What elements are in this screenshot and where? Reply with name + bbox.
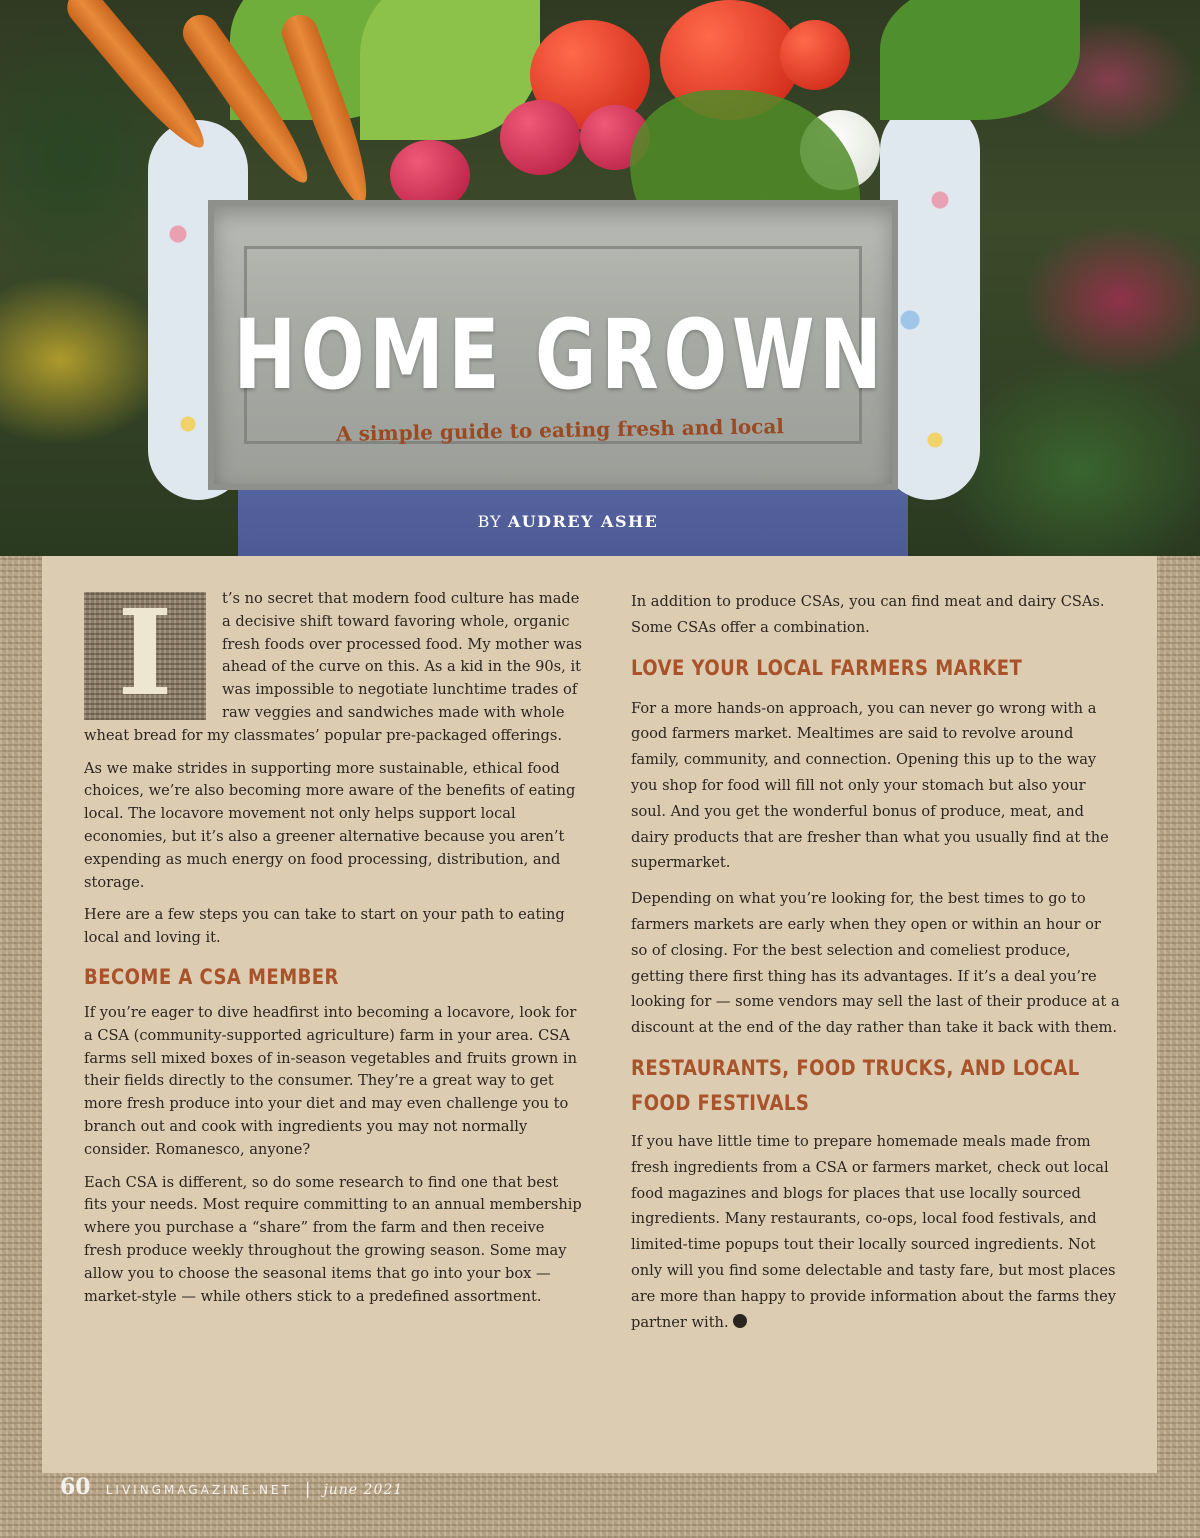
greens-leaf xyxy=(880,0,1080,120)
hero-photo xyxy=(0,0,1200,556)
paragraph: Depending on what you’re looking for, the best times to go to farmers markets are early when they open or within an hour or so of closing. For the best selection and comeliest produce, getting there first thing has its advantages. If it’s a deal you’re looking for — some vendors may sell the last of their produce at a discount at the end of the day rather than take it back with them. xyxy=(631,890,1120,1037)
drop-cap-letter: I xyxy=(117,583,173,722)
left-column xyxy=(84,583,584,1318)
paragraph: If you’re eager to dive headfirst into becoming a locavore, look for a CSA (community-supported agriculture) farm in your area. CSA farms sell mixed boxes of in-season vegetables and fruits grown in their fields directly to the consumer. They’re a great way to get more fresh produce into your diet and may even challenge you to branch out and cook with ingredients you may not normally consider. Romanesco, anyone? xyxy=(84,1003,578,1158)
page-footer xyxy=(60,1474,403,1504)
heading-line: FOOD FESTIVALS xyxy=(631,1090,810,1115)
section-heading-restaurants xyxy=(631,1051,1080,1121)
section-heading-csa: BECOME A CSA MEMBER xyxy=(84,964,339,989)
footer-separator: | xyxy=(304,1479,311,1498)
paragraph: For a more hands-on approach, you can never go wrong with a good farmers market. Mealtimes are said to revolve around family, community, and connection. Opening this up to the way you shop for food will fill not only your stomach but also your soul. And you get the wonderful bonus of produce, meat, and dairy products that are fresher than what you usually find at the supermarket. xyxy=(631,699,1109,872)
paragraph: Here are a few steps you can take to start on your path to eating local and loving it. xyxy=(84,906,565,947)
final-paragraph xyxy=(631,1129,1121,1335)
paragraph: As we make strides in supporting more sustainable, ethical food choices, we’re also becoming more aware of the benefits of eating local. The locavore movement not only helps support local economies, but it’s also a greener alternative because you aren’t expending as much energy on food processing, distribution, and storage. xyxy=(84,759,576,891)
right-column xyxy=(631,589,1121,1345)
tomato xyxy=(780,20,850,90)
paragraph: Each CSA is different, so do some research to find one that best fits your needs. Most require committing to an annual membership where you purchase a “share” from the farm and then receive fresh produce weekly throughout the growing season. Some may allow you to choose the seasonal items that go into your box — market-style — while others stick to a predefined assortment. xyxy=(84,1173,582,1305)
end-mark-icon xyxy=(733,1314,747,1328)
intro-paragraph xyxy=(84,583,584,748)
issue-date: june 2021 xyxy=(323,1482,404,1498)
paragraph-text: If you have little time to prepare homemade meals made from fresh ingredients from a CSA or farmers market, check out local food magazines and blogs for places that use locally sourced ingredients. Many restaurants, co-ops, local food festivals, and limited-time popups tout their locally sourced ingredients. Not only will you find some delectable and tasty fare, but most places are more than happy to provide information about the farms they partner with. xyxy=(631,1132,1117,1331)
paragraph: In addition to produce CSAs, you can find meat and dairy CSAs. Some CSAs offer a combination. xyxy=(631,593,1105,636)
byline-prefix: BY xyxy=(477,512,502,531)
article-panel xyxy=(42,556,1157,1473)
drop-cap xyxy=(84,583,206,722)
heading-line: RESTAURANTS, FOOD TRUCKS, AND LOCAL xyxy=(631,1055,1080,1080)
page-number: 60 xyxy=(60,1474,91,1500)
article-title: HOME GROWN xyxy=(233,299,887,411)
site-url: LIVINGMAGAZINE.NET xyxy=(105,1483,292,1497)
radish xyxy=(500,100,580,175)
article-subtitle: A simple guide to eating fresh and local xyxy=(335,414,785,446)
intro-text: t’s no secret that modern food culture has made a decisive shift toward favoring whole, organic fresh foods over processed food. My mother was ahead of the curve on this. As a kid in the 90s, it was impossible to negotiate lunchtime trades of raw veggies and sandwiches made with whole wheat bread for my classmates’ popular pre-packaged offerings. xyxy=(84,590,583,744)
section-heading-farmers-market: LOVE YOUR LOCAL FARMERS MARKET xyxy=(631,655,1023,680)
author-name: AUDREY ASHE xyxy=(507,512,659,531)
byline xyxy=(0,512,1136,531)
